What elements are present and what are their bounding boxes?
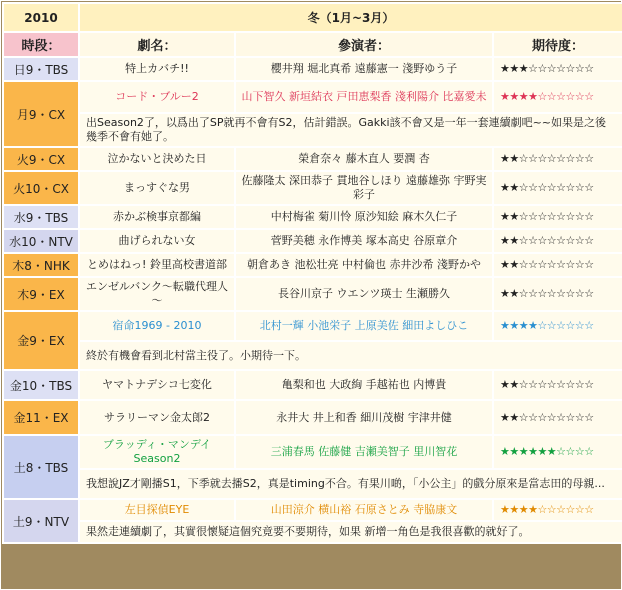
row-title: コード・ブルー2	[80, 82, 234, 112]
row-title: エンゼルバンク～転職代理人～	[80, 278, 234, 310]
row-slot: 木8・NHK	[4, 254, 78, 276]
row-title: 曲げられない女	[80, 230, 234, 252]
row-rating-stars: ★★★★☆☆☆☆☆☆	[494, 312, 622, 340]
row-cast: 榮倉奈々 藤木直人 要潤 杏	[236, 148, 492, 170]
row-cast: 北村一輝 小池栄子 上原美佐 細田よしひこ	[236, 312, 492, 340]
row-rating-stars: ★★☆☆☆☆☆☆☆☆	[494, 148, 622, 170]
row-title: 宿命1969 - 2010	[80, 312, 234, 340]
row-slot: 金9・EX	[4, 312, 78, 369]
row-rating-stars: ★★☆☆☆☆☆☆☆☆	[494, 278, 622, 310]
row-comment: 終於有機會看到北村當主役了。小期待一下。	[80, 342, 622, 369]
row-slot: 水10・NTV	[4, 230, 78, 252]
row-slot: 日9・TBS	[4, 58, 78, 80]
row-slot: 木9・EX	[4, 278, 78, 310]
row-rating-stars: ★★★☆☆☆☆☆☆☆	[494, 58, 622, 80]
row-cast: 三浦春馬 佐藤健 吉瀬美智子 里川智花	[236, 436, 492, 468]
row-title: まっすぐな男	[80, 172, 234, 204]
row-rating-stars: ★★☆☆☆☆☆☆☆☆	[494, 230, 622, 252]
row-rating-stars: ★★★★★★☆☆☆☆	[494, 436, 622, 468]
row-slot: 金10・TBS	[4, 371, 78, 399]
row-slot: 土8・TBS	[4, 436, 78, 498]
row-cast: 亀梨和也 大政絢 手越祐也 内博貴	[236, 371, 492, 399]
row-comment: 出Season2了，以爲出了SP就再不會有S2，估計錯誤。Gakki該不會又是一年一套連續劇吧~~如果是之後幾季不會有她了。	[80, 114, 622, 146]
row-rating-stars: ★★☆☆☆☆☆☆☆☆	[494, 254, 622, 276]
header-slot: 時段：	[4, 33, 78, 56]
drama-schedule-table	[2, 2, 622, 544]
row-title: 特上カバチ!!	[80, 58, 234, 80]
row-comment: 我想說JZ才剛播S1，下季就去播S2，真是timing不合。有果川啲，「小公主」的戲分原來是當志田的母親...	[80, 470, 622, 498]
row-title: とめはねっ! 鈴里高校書道部	[80, 254, 234, 276]
row-cast: 山田涼介 横山裕 石原さとみ 寺脇康文	[236, 500, 492, 520]
row-cast: 朝倉あき 池松壮亮 中村倫也 赤井沙希 淺野かや	[236, 254, 492, 276]
row-slot: 火10・CX	[4, 172, 78, 204]
row-slot: 水9・TBS	[4, 206, 78, 228]
row-cast: 中村梅雀 菊川怜 原沙知絵 麻木久仁子	[236, 206, 492, 228]
row-slot: 火9・CX	[4, 148, 78, 170]
row-cast: 櫻井翔 堀北真希 遠藤憲一 淺野ゆう子	[236, 58, 492, 80]
row-rating-stars: ★★☆☆☆☆☆☆☆☆	[494, 172, 622, 204]
row-rating-stars: ★★☆☆☆☆☆☆☆☆	[494, 401, 622, 434]
header-cast: 參演者：	[236, 33, 492, 56]
row-rating-stars: ★★☆☆☆☆☆☆☆☆	[494, 371, 622, 399]
row-cast: 永井大 井上和香 細川茂樹 宇津井健	[236, 401, 492, 434]
year-cell: 2010	[4, 4, 78, 31]
header-rating: 期待度：	[494, 33, 622, 56]
row-slot: 金11・EX	[4, 401, 78, 434]
row-title: ブラッディ・マンデイSeason2	[80, 436, 234, 468]
row-rating-stars: ★★☆☆☆☆☆☆☆☆	[494, 206, 622, 228]
row-slot: 月9・CX	[4, 82, 78, 146]
row-title: 泣かないと決めた日	[80, 148, 234, 170]
row-cast: 佐藤隆太 深田恭子 貫地谷しほり 遠藤雄弥 宇野実彩子	[236, 172, 492, 204]
row-cast: 菅野美穂 永作博美 塚本高史 谷原章介	[236, 230, 492, 252]
header-title: 劇名：	[80, 33, 234, 56]
row-slot: 土9・NTV	[4, 500, 78, 542]
season-title: 冬（1月~3月）	[80, 4, 622, 31]
row-title: 赤かぶ検事京都編	[80, 206, 234, 228]
row-cast: 長谷川京子 ウエンツ瑛士 生瀬勝久	[236, 278, 492, 310]
row-rating-stars: ★★★★☆☆☆☆☆☆	[494, 500, 622, 520]
row-title: サラリーマン金太郎2	[80, 401, 234, 434]
row-comment: 果然走連續劇了，其實很懷疑這個究竟要不要期待，如果 新增一角色是我很喜歡的就好了。	[80, 522, 622, 542]
row-title: 左目探偵EYE	[80, 500, 234, 520]
row-title: ヤマトナデシコ七変化	[80, 371, 234, 399]
drama-schedule-frame	[1, 1, 621, 589]
row-rating-stars: ★★★★☆☆☆☆☆☆	[494, 82, 622, 112]
row-cast: 山下智久 新垣結衣 戸田恵梨香 淺利陽介 比嘉愛未	[236, 82, 492, 112]
